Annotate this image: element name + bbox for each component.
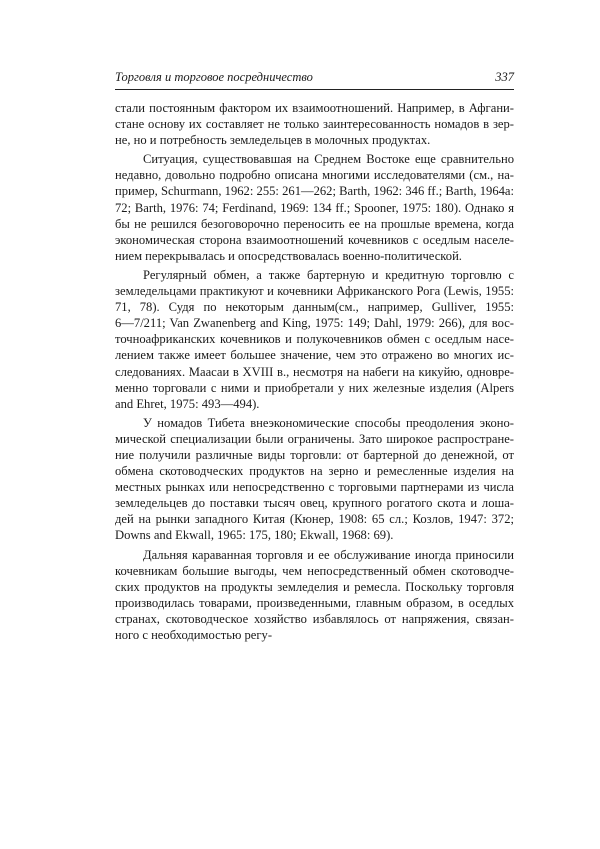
text-line: не, но и потребность земледельцев в молочных продуктах. [115,133,431,148]
text-line: мической специализации были ограничены. Зато широкое распростране- [115,431,514,446]
text-line: 71, 78). Судя по некоторым данным(см., например, Gulliver, 1955: [115,300,514,315]
text-line: производилась товарами, произведенными, главным образом, в оседлых [115,595,514,610]
text-line: недавно, довольно подробно описана многими исследователями (см., на- [115,168,514,183]
running-header-title: Торговля и торговое посредничество [115,70,313,84]
header-rule [115,89,514,90]
text-line: ских продуктов на продукты земледелия и ремесла. Поскольку торговля [115,579,514,594]
text-line: местных рынках или непосредственно с торговыми партнерами из числа [115,480,514,495]
text-line: земледельцев до поставки тысяч овец, крупного рогатого скота и лоша- [115,496,514,511]
text-line: лением также имеет большее значение, чем это отражено во многих ис- [115,348,514,363]
text-line: стали постоянным фактором их взаимоотношений. Например, в Афгани- [115,101,514,115]
text-line: 72; Barth, 1976: 74; Ferdinand, 1969: 134 ff.; Spooner, 1975: 180). Однако я [115,200,514,215]
text-line: нием перекрывалась и опосредствовалась военно-политической. [115,248,462,263]
text-line: ного с необходимостью регу- [115,628,273,642]
text-line: обмена скотоводческих продуктов на зерно и ремесленные изделия на [115,464,514,479]
body-text [115,100,514,643]
text-line: стане основу их составляет не только заинтересованность номадов в зер- [115,117,514,132]
text-line: Дальняя караванная торговля и ее обслуживание иногда приносили [143,547,514,562]
page-number: 337 [495,70,514,84]
text-line: Ситуация, существовавшая на Среднем Востоке еще сравнительно [143,152,514,167]
text-line: Регулярный обмен, а также бартерную и кредитную торговлю с [143,267,514,282]
text-line: дей на рынки западного Китая (Кюнер, 1908: 65 сл.; Козлов, 1947: 372; [115,512,514,527]
running-header [115,70,514,86]
text-line: точноафриканских кочевников и полукочевников обмен с оседлым насе- [115,332,514,347]
text-line: Downs and Ekwall, 1965: 175, 180; Ekwall, 1968: 69). [115,528,394,543]
text-line: ние получили различные виды торговли: от бартерной до денежной, от [115,447,514,462]
text-line: следованиях. Маасаи в XVIII в., несмотря на набеги на кикуйю, одновре- [115,364,514,379]
text-line: странах, скотоводческое хозяйство избавлялось от напряжения, связан- [115,611,514,626]
text-line: У номадов Тибета внеэкономические способы преодоления эконо- [143,415,514,430]
text-line: земледельцами практикуют и кочевники Африканского Рога (Lewis, 1955: [115,284,514,299]
text-line: бы не решился безоговорочно переносить ее на прошлые времена, когда [115,216,514,231]
text-line: кочевникам большие выгоды, чем непосредственный обмен скотоводче- [115,563,514,578]
paragraph [115,100,514,148]
text-line: экономическая сторона взаимоотношений кочевников с оседлым населе- [115,232,514,247]
text-line: and Ehret, 1975: 493—494). [115,396,260,411]
paragraph [115,547,514,644]
text-line: пример, Schurmann, 1962: 255: 261—262; Barth, 1962: 346 ff.; Barth, 1964a: [115,184,514,199]
paragraph [115,267,514,412]
paragraph [115,415,514,544]
text-line: 6—7/211; Van Zwanenberg and King, 1975: 149; Dahl, 1979: 266), для вос- [115,316,514,331]
paragraph [115,151,514,264]
text-line: менно торговали с ними и приобретали у них железные изделия (Alpers [115,380,514,395]
